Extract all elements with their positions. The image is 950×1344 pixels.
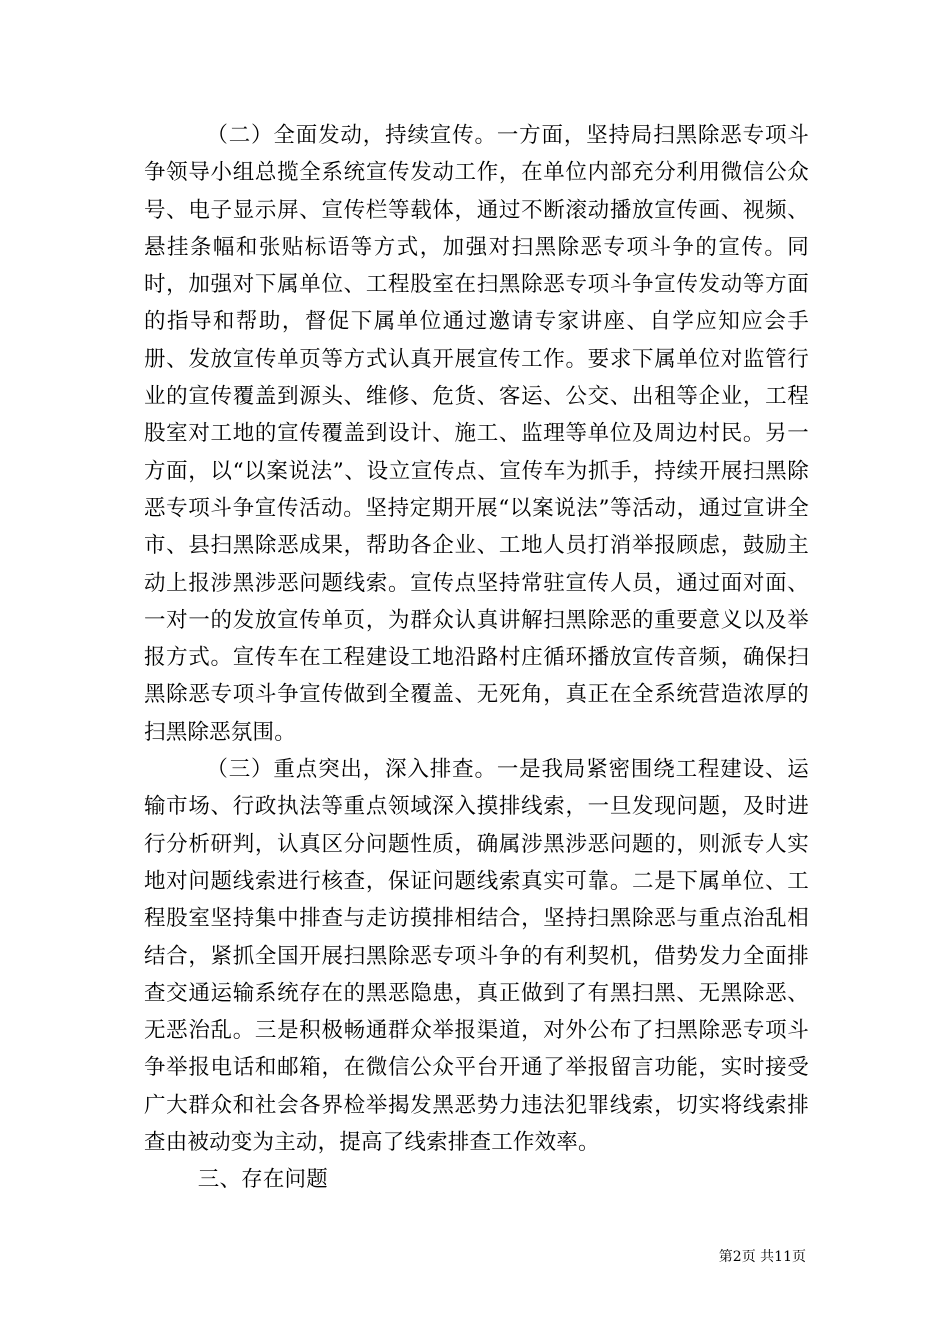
footer-current-page: 2 — [732, 1249, 742, 1265]
footer-total-pages: 11 — [774, 1249, 792, 1265]
document-body — [144, 117, 809, 1199]
page-footer — [719, 1248, 806, 1266]
footer-suffix: 页 — [792, 1249, 806, 1265]
paragraph-investigation: （三）重点突出，深入排查。一是我局紧密围绕工程建设、运输市场、行政执法等重点领域深入摸排线索，一旦发现问题，及时进行分析研判，认真区分问题性质，确属涉黑涉恶问题的，则派专人实地对问题线索进行核查，保证问题线索真实可靠。二是下属单位、工程股室坚持集中排查与走访摸排相结合，坚持扫黑除恶与重点治乱相结合，紧抓全国开展扫黑除恶专项斗争的有利契机，借势发力全面排查交通运输系统存在的黑恶隐患，真正做到了有黑扫黑、无黑除恶、无恶治乱。三是积极畅通群众举报渠道，对外公布了扫黑除恶专项斗争举报电话和邮箱，在微信公众平台开通了举报留言功能，实时接受广大群众和社会各界检举揭发黑恶势力违法犯罪线索，切实将线索排查由被动变为主动，提高了线索排查工作效率。 — [144, 757, 809, 1156]
footer-middle: 页 共 — [741, 1249, 775, 1265]
footer-prefix: 第 — [718, 1249, 733, 1265]
section-heading: 三、存在问题 — [197, 1167, 328, 1193]
paragraph-publicity: （二）全面发动，持续宣传。一方面，坚持局扫黑除恶专项斗争领导小组总揽全系统宣传发动工作，在单位内部充分利用微信公众号、电子显示屏、宣传栏等载体，通过不断滚动播放宣传画、视频、悬挂条幅和张贴标语等方式，加强对扫黑除恶专项斗争的宣传。同时，加强对下属单位、工程股室在扫黑除恶专项斗争宣传发动等方面的指导和帮助，督促下属单位通过邀请专家讲座、自学应知应会手册、发放宣传单页等方式认真开展宣传工作。要求下属单位对监管行业的宣传覆盖到源头、维修、危货、客运、公交、出租等企业，工程股室对工地的宣传覆盖到设计、施工、监理等单位及周边村民。另一方面，以“以案说法”、设立宣传点、宣传车为抓手，持续开展扫黑除恶专项斗争宣传活动。坚持定期开展“以案说法”等活动，通过宣讲全市、县扫黑除恶成果，帮助各企业、工地人员打消举报顾虑，鼓励主动上报涉黑涉恶问题线索。宣传点坚持常驻宣传人员，通过面对面、一对一的发放宣传单页，为群众认真讲解扫黑除恶的重要意义以及举报方式。宣传车在工程建设工地沿路村庄循环播放宣传音频，确保扫黑除恶专项斗争宣传做到全覆盖、无死角，真正在全系统营造浓厚的扫黑除恶氛围。 — [144, 123, 809, 745]
